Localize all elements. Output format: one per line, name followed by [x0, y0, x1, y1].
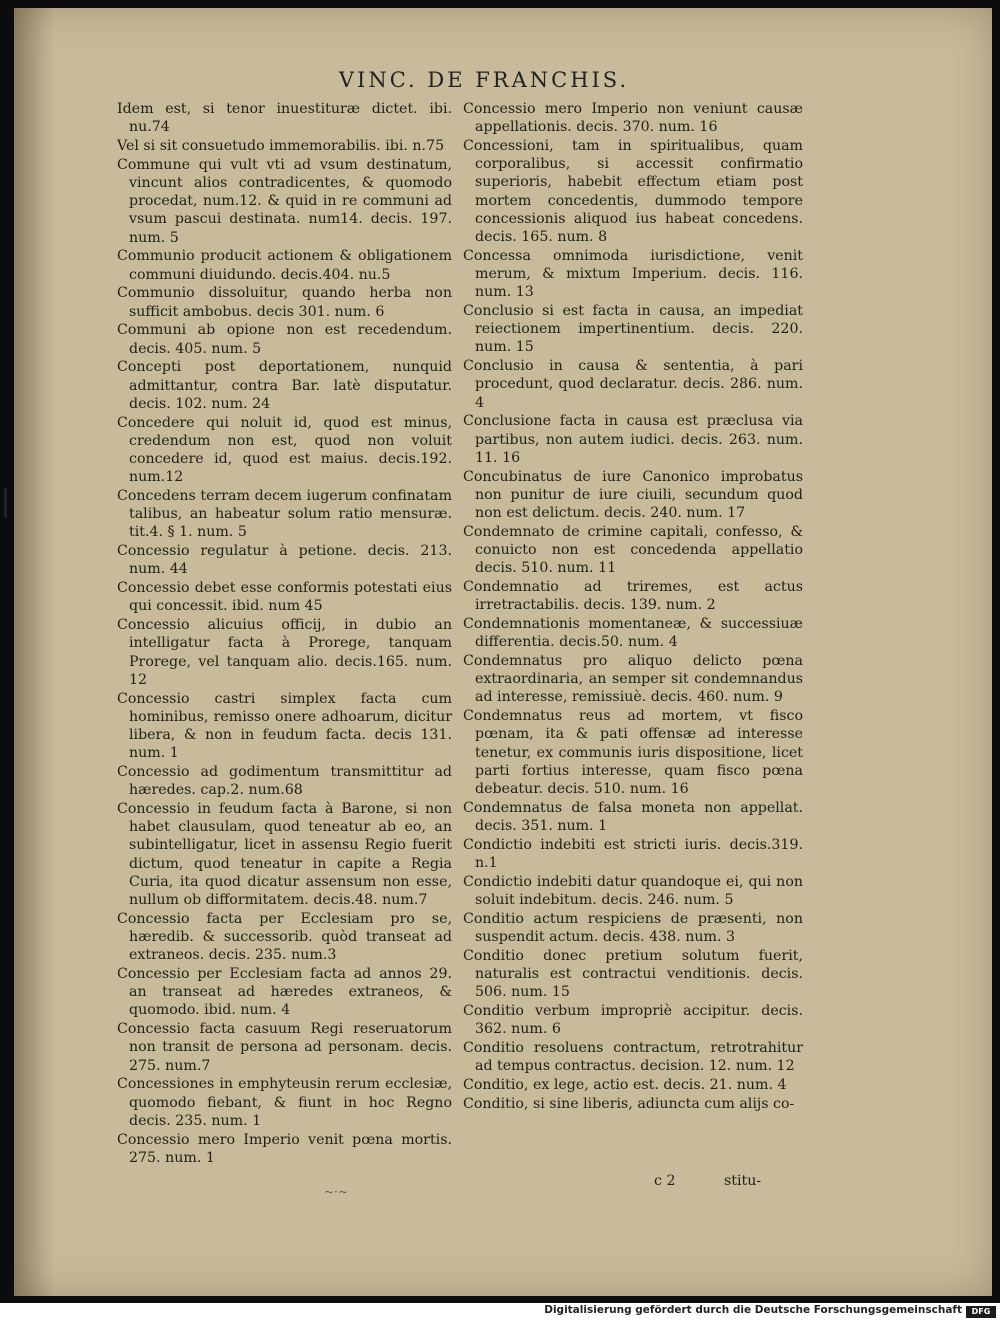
index-entry: Concedere qui noluit id, quod est minus, credendum non est, quod non voluit concedere id, quod est maius. decis.192. num.12 — [117, 414, 452, 486]
edge-mark — [4, 488, 7, 518]
index-entry: Concessio facta casuum Regi reseruatorum non transit de persona ad personam. decis. 275. num.7 — [117, 1021, 452, 1074]
index-entry: Condictio indebiti datur quandoque ei, qui non soluit indebitum. decis. 246. num. 5 — [463, 873, 803, 909]
index-entry: Idem est, si tenor inuestituræ dictet. ibi. nu.74 — [117, 101, 452, 136]
index-entry: Concessiones in emphyteusin rerum ecclesiæ, quomodo fiebant, & fiunt in hoc Regno decis. 235. num. 1 — [117, 1076, 452, 1129]
right-index-column — [463, 100, 803, 1114]
page-ornament: ~·~ — [324, 1185, 348, 1199]
page-gutter-shadow — [14, 8, 54, 1296]
index-entry: Communio dissoluitur, quando herba non sufficit ambobus. decis 301. num. 6 — [117, 285, 452, 320]
index-entry: Concessio facta per Ecclesiam pro se, hæredib. & successorib. quòd transeat ad extraneos. decis. 235. num.3 — [117, 910, 452, 964]
index-entry: Condictio indebiti est stricti iuris. decis.319. n.1 — [463, 836, 803, 872]
catchword: stitu- — [724, 1173, 762, 1189]
footer-bar — [0, 1303, 1000, 1321]
index-entry: Condemnatus reus ad mortem, vt fisco pœnam, ita & pati offensæ ad interesse tenetur, ex communis iuris dispositione, licet parti fortius interesse, quam fisco pœna debeatur. decis. 510. num. 16 — [463, 708, 803, 798]
catchword-line — [654, 1173, 804, 1189]
book-page — [14, 8, 992, 1296]
index-entry: Condemnationis momentaneæ, & successiuæ differentia. decis.50. num. 4 — [463, 616, 803, 651]
footer-credit: Digitalisierung gefördert durch die Deutsche Forschungsgemeinschaft — [544, 1304, 962, 1316]
index-entry: Condemnatus pro aliquo delicto pœna extraordinaria, an semper sit condemnandus ad interesse, remissiuè. decis. 460. num. 9 — [463, 653, 803, 706]
index-entry: Concessio per Ecclesiam facta ad annos 29. an transeat ad hæredes extraneos, & quomodo. ibid. num. 4 — [117, 966, 452, 1019]
index-entry: Concessioni, tam in spiritualibus, quam corporalibus, si accessit confirmatio superioris, habebit effectum etiam post mortem concedentis, dummodo tempore concessionis aliquod ius habeat concedens. decis. 165. num. 8 — [463, 138, 803, 246]
index-entry: Commune qui vult vti ad vsum destinatum, vincunt alios contradicentes, & quomodo procedat, num.12. & quid in re communi ad vsum pascui destinata. num14. decis. 197. num. 5 — [117, 156, 452, 246]
index-entry: Communi ab opione non est recedendum. decis. 405. num. 5 — [117, 322, 452, 357]
index-entry: Concessio ad godimentum transmittitur ad hæredes. cap.2. num.68 — [117, 764, 452, 799]
running-head: VINC. DE FRANCHIS. — [338, 68, 630, 92]
index-entry: Conclusione facta in causa est præclusa via partibus, non autem iudici. decis. 263. num. 11. 16 — [463, 413, 803, 466]
index-entry: Condemnatus de falsa moneta non appellat. decis. 351. num. 1 — [463, 799, 803, 835]
index-entry: Concessio debet esse conformis potestati eius qui concessit. ibid. num 45 — [117, 580, 452, 615]
signature-mark: c 2 — [654, 1173, 676, 1189]
index-entry: Conditio verbum impropriè accipitur. decis. 362. num. 6 — [463, 1003, 803, 1038]
index-entry: Conditio resoluens contractum, retrotrahitur ad tempus contractus. decision. 12. num. 12 — [463, 1040, 803, 1075]
index-entry: Concepti post deportationem, nunquid admittantur, contra Bar. latè disputatur. decis. 102. num. 24 — [117, 359, 452, 412]
index-entry: Conditio, si sine liberis, adiuncta cum alijs co- — [463, 1095, 795, 1112]
index-entry: Concessio castri simplex facta cum hominibus, remisso onere adhoarum, dicitur libera, & non in feudum facta. decis 131. num. 1 — [117, 690, 452, 762]
index-entry: Concessio mero Imperio venit pœna mortis. 275. num. 1 — [117, 1131, 452, 1166]
index-entry: Concessio regulatur à petione. decis. 213. num. 44 — [117, 543, 452, 578]
index-entry: Conclusio in causa & sententia, à pari procedunt, quod declaratur. decis. 286. num. 4 — [463, 358, 803, 411]
index-entry: Concubinatus de iure Canonico improbatus non punitur de iure ciuili, secundum quod non est delictum. decis. 240. num. 17 — [463, 468, 803, 522]
left-index-column — [117, 100, 452, 1168]
index-entry: Condemnato de crimine capitali, confesso, & conuicto non est concedenda appellatio decis. 510. num. 11 — [463, 523, 803, 577]
index-entry: Conditio donec pretium solutum fuerit, naturalis est contractui venditionis. decis. 506. num. 15 — [463, 947, 803, 1001]
index-entry: Concessio alicuius officij, in dubio an intelligatur facta à Prorege, tanquam Prorege, vel tanquam alio. decis.165. num. 12 — [117, 617, 452, 688]
index-entry: Conditio actum respiciens de præsenti, non suspendit actum. decis. 438. num. 3 — [463, 910, 803, 946]
index-entry: Concessa omnimoda iurisdictione, venit merum, & mixtum Imperium. decis. 116. num. 13 — [463, 247, 803, 301]
dfg-logo-text: DFG — [971, 1307, 991, 1316]
index-entry: Condemnatio ad triremes, est actus irretractabilis. decis. 139. num. 2 — [463, 579, 803, 614]
index-entry: Concessio mero Imperio non veniunt causæ appellationis. decis. 370. num. 16 — [463, 101, 803, 136]
index-entry: Vel si sit consuetudo immemorabilis. ibi. n.75 — [117, 138, 445, 154]
index-entry: Concessio in feudum facta à Barone, si non habet clausulam, quod teneatur ab eo, an subintelligatur, licet in assensu Regio fuerit dictum, quod teneatur in capite a Regia Curia, ita quod dicatur assensum non esse, nullum ob difformitatem. decis.48. num.7 — [117, 801, 452, 909]
dfg-logo — [966, 1306, 996, 1318]
index-entry: Concedens terram decem iugerum confinatam talibus, an habeatur solum ratio mensuræ. tit.4. § 1. num. 5 — [117, 488, 452, 541]
index-entry: Conditio, ex lege, actio est. decis. 21. num. 4 — [463, 1077, 787, 1094]
index-entry: Conclusio si est facta in causa, an impediat reiectionem impertinentium. decis. 220. num. 15 — [463, 303, 803, 356]
index-entry: Communio producit actionem & obligationem communi diuidundo. decis.404. nu.5 — [117, 248, 452, 283]
